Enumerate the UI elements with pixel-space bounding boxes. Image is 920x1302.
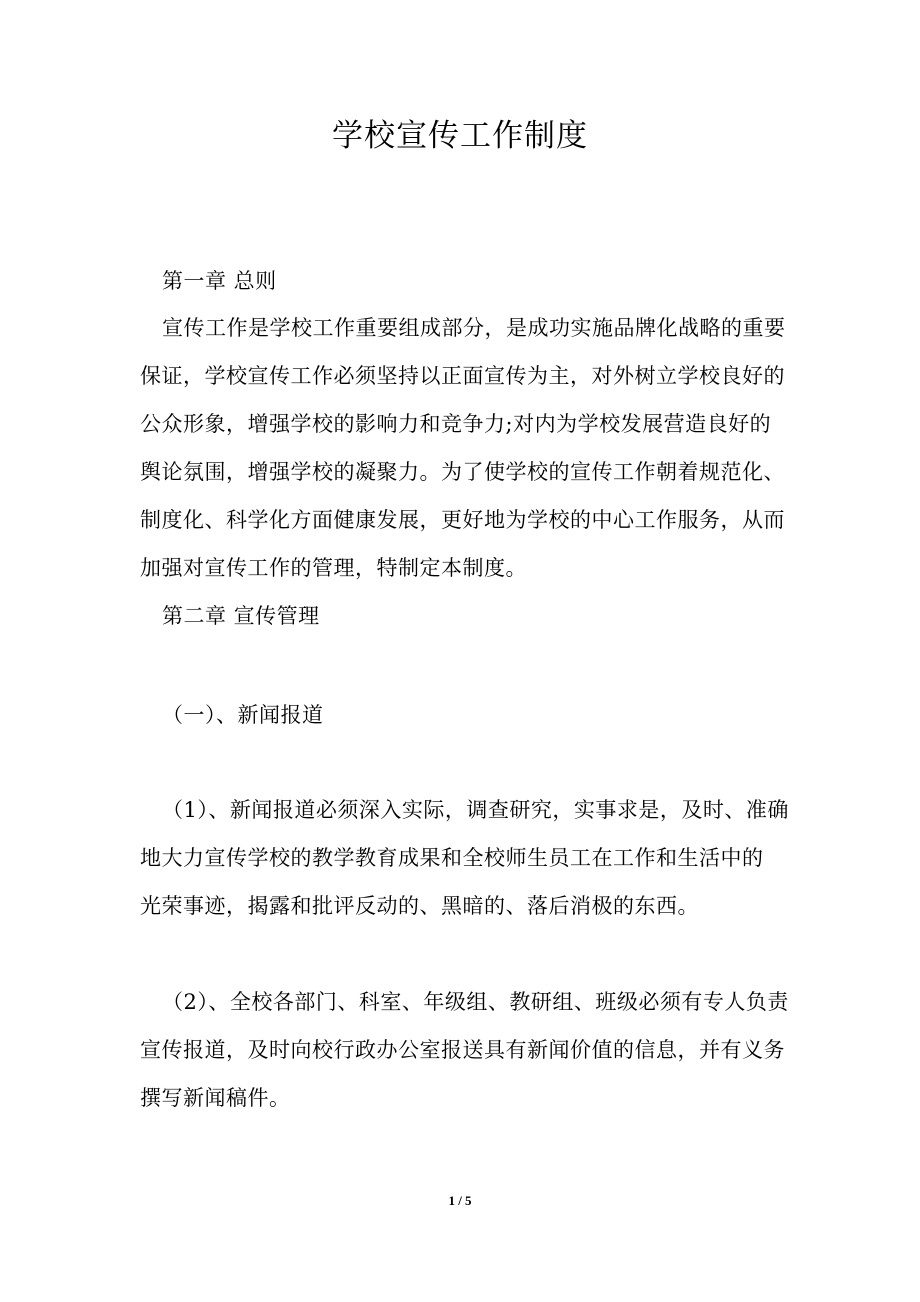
paragraph-line: （2）、全校各部门、科室、年级组、教研组、班级必须有专人负责 (162, 990, 789, 1014)
chapter-heading: 第一章 总则 (162, 269, 277, 293)
paragraph-line: 宣传报道，及时向校行政办公室报送具有新闻价值的信息，并有义务 (140, 1038, 785, 1062)
paragraph-line: 撰写新闻稿件。 (140, 1086, 291, 1110)
paragraph-line: （1）、新闻报道必须深入实际，调查研究，实事求是，及时、准确 (162, 798, 789, 822)
paragraph-line: 加强对宣传工作的管理，特制定本制度。 (140, 556, 527, 580)
document-title: 学校宣传工作制度 (332, 118, 588, 154)
paragraph-line: 公众形象，增强学校的影响力和竞争力;对内为学校发展营造良好的 (140, 412, 772, 436)
page-number: 1 / 5 (448, 1193, 472, 1208)
paragraph-line: 宣传工作是学校工作重要组成部分，是成功实施品牌化战略的重要 (162, 316, 786, 340)
paragraph-line: 光荣事迹，揭露和批评反动的、黑暗的、落后消极的东西。 (140, 894, 699, 918)
paragraph-line: 保证，学校宣传工作必须坚持以正面宣传为主，对外树立学校良好的 (140, 364, 785, 388)
chapter-heading: 第二章 宣传管理 (162, 604, 320, 628)
paragraph-line: 制度化、科学化方面健康发展，更好地为学校的中心工作服务，从而 (140, 508, 785, 532)
paragraph-line: 地大力宣传学校的教学教育成果和全校师生员工在工作和生活中的 (140, 846, 764, 870)
paragraph-line: 舆论氛围，增强学校的凝聚力。为了使学校的宣传工作朝着规范化、 (140, 460, 785, 484)
section-heading: （一）、新闻报道 (162, 703, 324, 727)
